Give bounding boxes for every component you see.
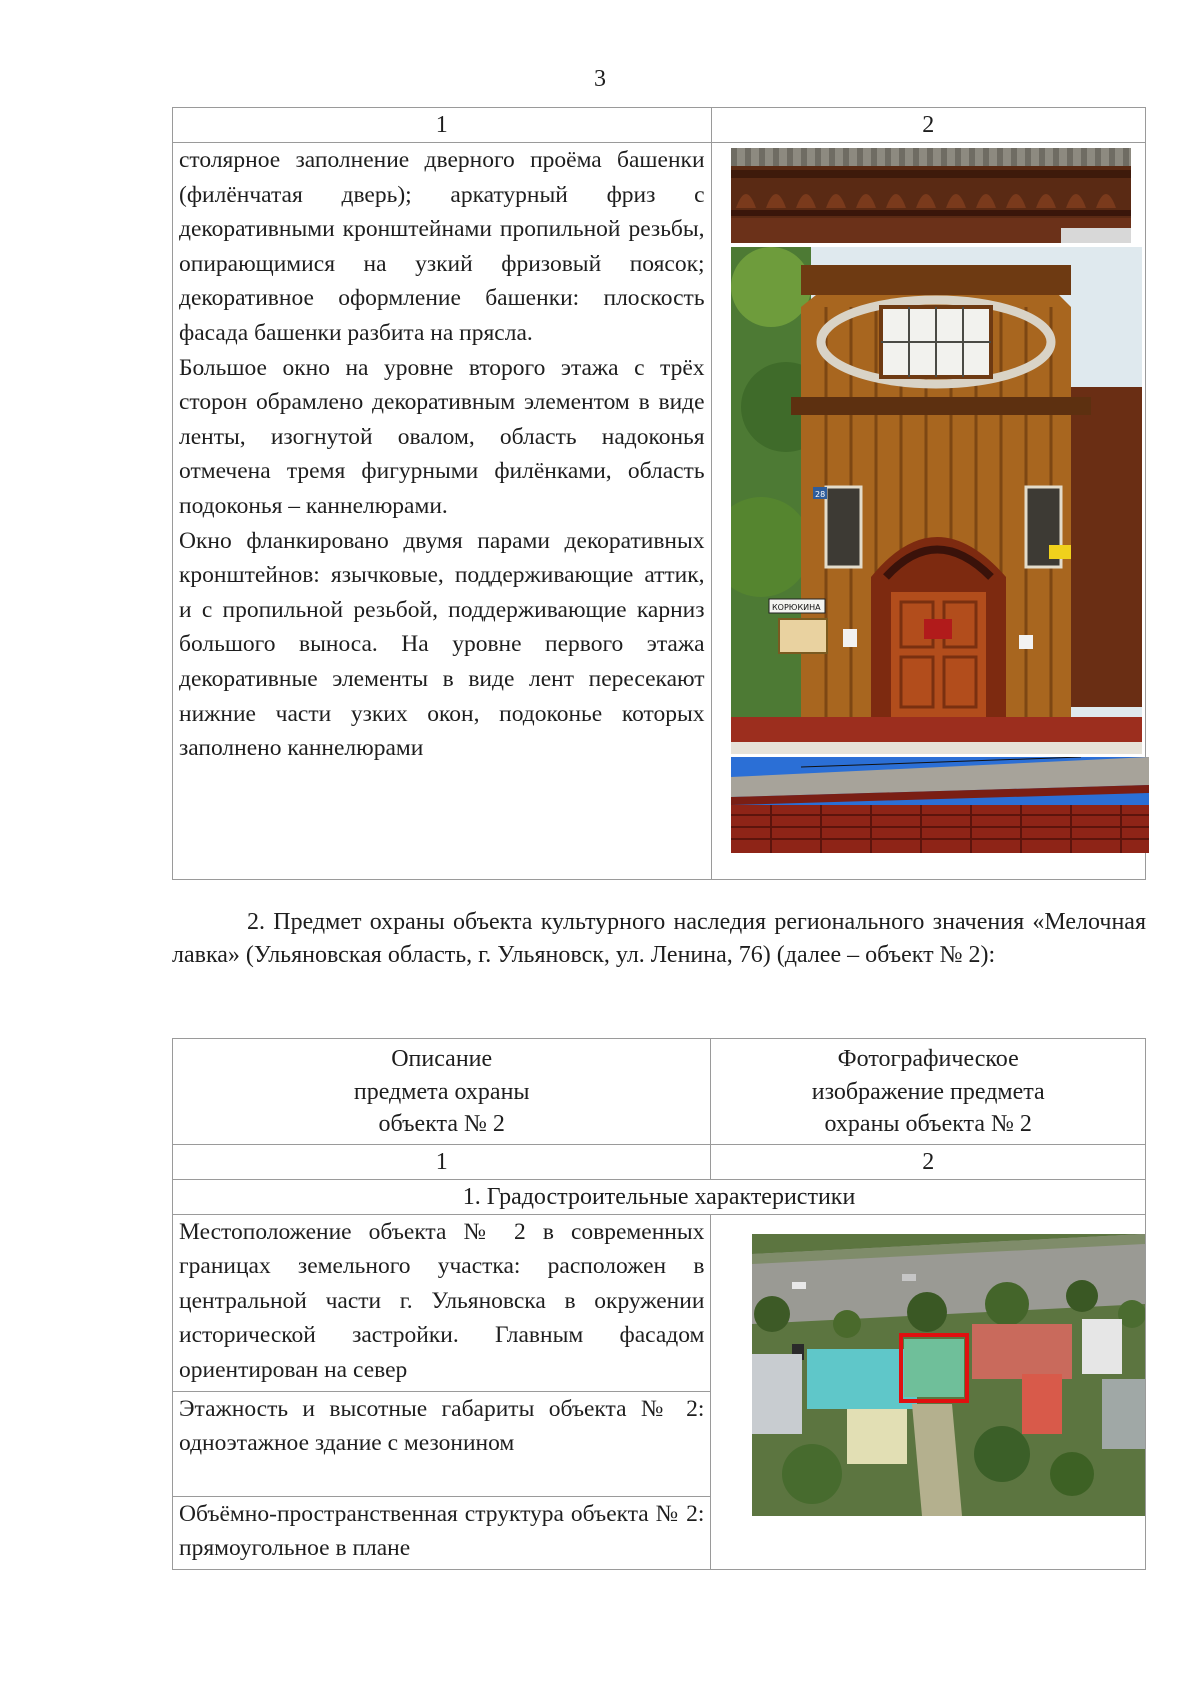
table2-header-description [173,1039,711,1145]
table2-row-storeys [173,1391,711,1496]
row-text: Этажность и высотные габариты объекта № 2: одноэтажное здание с мезонином [179,1395,705,1457]
table2-col2-number: 2 [711,1144,1146,1179]
header-line: изображение предмета [811,1078,1045,1105]
header-line: охраны объекта № 2 [824,1111,1032,1137]
photo-tower-facade [731,247,1142,754]
table1-col2-number: 2 [711,108,1145,143]
table2-row-location [173,1214,711,1391]
header-line: объекта № 2 [378,1111,505,1137]
table1-paragraph: Большое окно на уровне второго этажа с трёх сторон обрамлено декоративным элементом в виде ленты, изогнутой овалом, область надоконья отмечена тремя фигурными филёнками, область подоконья – каннелюрами. [179,354,705,519]
header-line: Фотографическое [837,1046,1019,1072]
row-text: Местоположение объекта № 2 в современных границах земельного участка: расположен в центральной части г. Ульяновска в окружении исторической застройки. Главным фасадом ориентирован на север [179,1218,705,1383]
header-line: предмета охраны [353,1078,530,1105]
table1-description-cell [173,143,712,880]
photo-arcature-frieze [731,148,1131,243]
street-sign: КОРЮКИНА [772,603,821,612]
photo-wall-detail [731,757,1149,853]
intro-text: 2. Предмет охраны объекта культурного наследия регионального значения «Мелочная лавка» (Ульяновская область, г. Ульяновск, ул. Ленина, 76) (далее – объект № 2): [172,909,1146,968]
house-number-plate: 28 [815,490,826,499]
table1-col1-number: 1 [173,108,712,143]
row-text: Объёмно-пространственная структура объекта № 2: прямоугольное в плане [179,1500,705,1562]
table2-col1-number: 1 [173,1144,711,1179]
section-2-intro [172,906,1146,972]
page-number: 3 [594,66,606,92]
table1-paragraph: Окно фланкировано двумя парами декоративных кронштейнов: язычковые, поддерживающие аттик, и с пропильной резьбой, поддерживающие карниз большого выноса. На уровне первого этажа декоративные элементы в виде лент пересекают нижние части узких окон, подоконье которых заполнено каннелюрами [179,527,705,762]
header-line: Описание [391,1046,493,1072]
table2-row-structure [173,1496,711,1569]
table1-paragraph: столярное заполнение дверного проёма башенки (филёнчатая дверь); аркатурный фриз с декоративными кронштейнами пропильной резьбы, опирающимися на узкий фризовый поясок; декоративное оформление башенки: плоскость фасада башенки разбита на прясла. [179,147,705,346]
table2-header-photo [711,1039,1146,1145]
photo-aerial-site [752,1234,1145,1516]
table2-section-title: 1. Градостроительные характеристики [173,1179,1146,1214]
